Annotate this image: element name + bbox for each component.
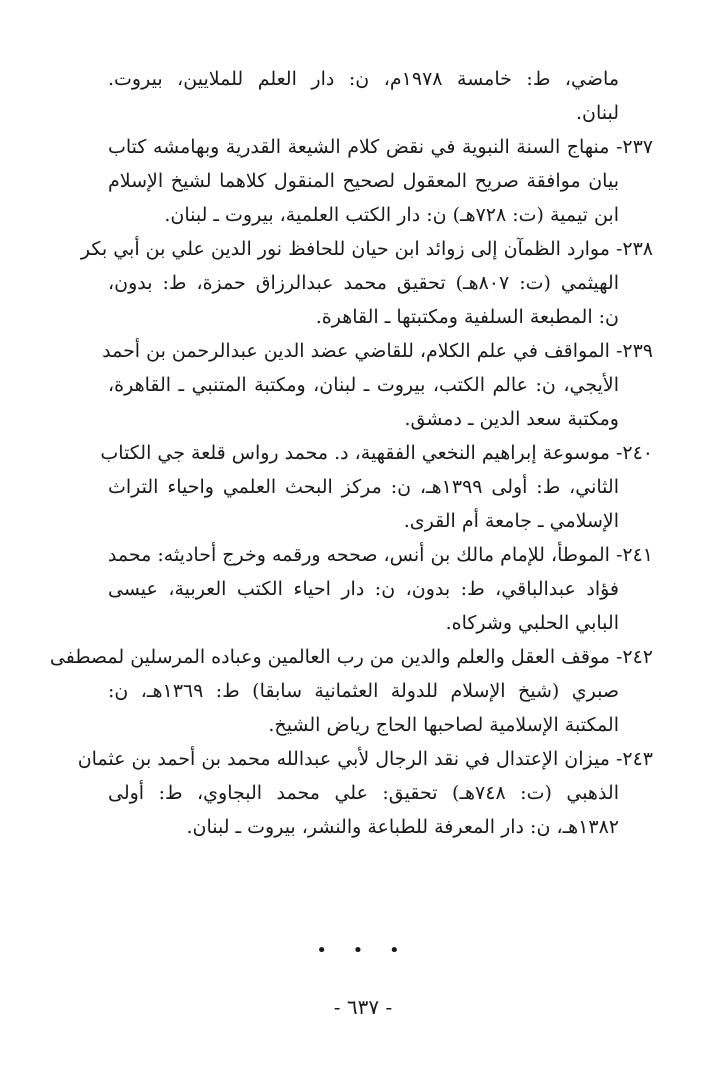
- bibliography-entry-237: [108, 130, 653, 232]
- entry-line: الذهبي (ت: ٧٤٨هـ) تحقيق: علي محمد البجاوي، ط: أولى: [108, 782, 619, 804]
- entry-line: المواقف في علم الكلام، للقاضي عضد الدين عبدالرحمن بن أحمد: [102, 340, 610, 362]
- entry-line: البابي الحلبي وشركاه.: [445, 612, 619, 634]
- entry-line: ابن تيمية (ت: ٧٢٨هـ) ن: دار الكتب العلمية، بيروت ـ لبنان.: [164, 204, 619, 226]
- bibliography-entry-243: [77, 742, 653, 844]
- entry-line: ومكتبة سعد الدين ـ دمشق.: [404, 408, 619, 430]
- entry-line: الموطأ، للإمام مالك بن أنس، صححه ورقمه وخرج أحاديثه: محمد: [107, 544, 610, 566]
- entry-line: الهيثمي (ت: ٨٠٧هـ) تحقيق محمد عبدالرزاق حمزة، ط: بدون،: [108, 272, 619, 294]
- entry-line: المكتبة الإسلامية لصاحبها الحاج رياض الشيخ.: [268, 714, 619, 736]
- entry-line: ١٣٨٢هـ، ن: دار المعرفة للطباعة والنشر، بيروت ـ لبنان.: [186, 816, 619, 838]
- entry-line: فؤاد عبدالباقي، ط: بدون، ن: دار احياء الكتب العربية، عيسى: [108, 578, 619, 600]
- entry-number: ٢٣٧-: [615, 136, 654, 158]
- entry-line: صبري (شيخ الإسلام للدولة العثمانية سابقا) ط: ١٣٦٩هـ، ن:: [108, 680, 619, 702]
- entry-line: موسوعة إبراهيم النخعي الفقهية، د. محمد رواس قلعة جي الكتاب: [100, 442, 610, 464]
- entry-line: ميزان الإعتدال في نقد الرجال لأبي عبدالله محمد بن أحمد بن عثمان: [77, 748, 610, 770]
- bibliography-entry-continued: [108, 62, 653, 130]
- entry-number: ٢٤٣-: [615, 748, 653, 770]
- entry-line: الأيجي، ن: عالم الكتب، بيروت ـ لبنان، ومكتبة المتنبي ـ القاهرة،: [108, 374, 619, 396]
- entry-line: منهاج السنة النبوية في نقض كلام الشيعة القدرية وبهامشه كتاب: [108, 136, 610, 158]
- entry-number: ٢٣٨-: [615, 238, 653, 260]
- entry-line: موقف العقل والعلم والدين من رب العالمين وعباده المرسلين لمصطفى: [49, 646, 610, 668]
- entry-number: ٢٤١-: [615, 544, 653, 566]
- entry-line: الثاني، ط: أولى ١٣٩٩هـ، ن: مركز البحث العلمي واحياء التراث: [108, 476, 619, 498]
- section-separator: • • •: [316, 940, 410, 961]
- entry-line: ماضي، ط: خامسة ١٩٧٨م، ن: دار العلم للملايين، بيروت.: [108, 68, 619, 90]
- entry-number: ٢٣٩-: [615, 340, 653, 362]
- bibliography-entry-240: [100, 436, 653, 538]
- page-number: - ٦٣٧ -: [333, 995, 393, 1019]
- entry-line: لبنان.: [575, 102, 619, 124]
- bibliography-entry-242: [49, 640, 653, 742]
- entry-number: ٢٤٠-: [615, 442, 653, 464]
- entry-number: ٢٤٢-: [615, 646, 653, 668]
- entry-line: ن: المطبعة السلفية ومكتبتها ـ القاهرة.: [315, 306, 619, 328]
- bibliography-entry-241: [108, 538, 653, 640]
- bibliography-entry-238: [80, 232, 653, 334]
- bibliography-entry-239: [102, 334, 653, 436]
- entry-line: موارد الظمآن إلى زوائد ابن حيان للحافظ نور الدين علي بن أبي بكر: [80, 238, 610, 260]
- entry-line: الإسلامي ـ جامعة أم القرى.: [403, 510, 619, 532]
- bibliography-list: [49, 62, 654, 844]
- entry-line: بيان موافقة صريح المعقول لصحيح المنقول كلاهما لشيخ الإسلام: [108, 170, 619, 192]
